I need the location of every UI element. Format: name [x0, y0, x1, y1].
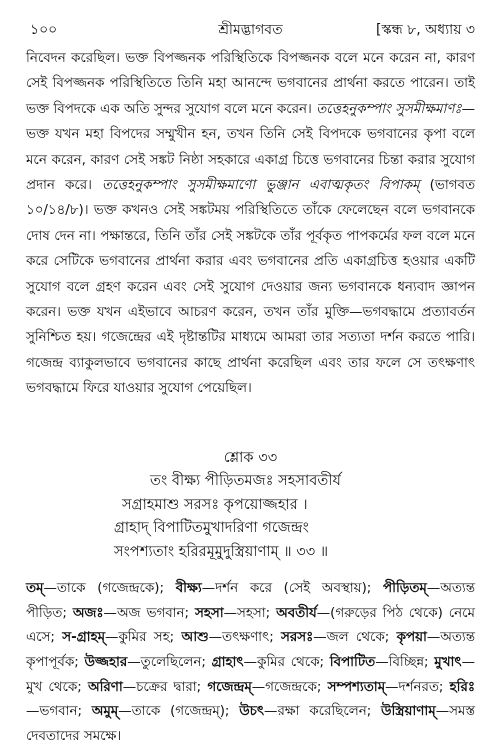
verse-line: তং বীক্ষ্য পীড়িতমজঃ সহসাবতীর্য	[150, 472, 341, 490]
synonym-word: অজঃ	[72, 605, 104, 621]
purport-text: (ভাগবত ১০/১৪/৮)। ভক্ত কখনও সেই সঙ্কটময় পরিস্থিতিতে তাঁকে ফেলেছেন বলে ভগবানকে দোষ দেন না। পক্ষান্তরে, তিনি তাঁর সেই সঙ্কটকে তাঁর পূর্বকৃত পাপকর্মের ফল বলে মনে করে সেটিকে ভগবানের প্রার্থনা করার এবং ভগবানের প্রতি একাগ্রচিত্ত হওয়ার একটি সুযোগ বলে গ্রহণ করেন এবং সেই সুযোগ দেওয়ার জন্য ভগবানকে ধন্যবাদ জ্ঞাপন করেন। ভক্ত যখন এইভাবে আচরণ করেন, তখন তাঁর মুক্তি—ভগবদ্ধামে প্রত্যাবর্তন সুনিশ্চিত হয়। গজেন্দ্রের এই দৃষ্টান্তটির মাধ্যমে আমরা তার সত্যতা দর্শন করতে পারি। গজেন্দ্র ব্যাকুলভাবে ভগবানের কাছে প্রার্থনা করেছিল এবং তার ফলে সে তৎক্ষণাৎ ভগবদ্ধামে ফিরে যাওয়ার সুযোগ পেয়েছিল।	[26, 178, 475, 397]
synonym-meaning: —সহসা;	[223, 605, 277, 621]
synonym-meaning: —কুমির সহ;	[105, 630, 182, 646]
synonym-word: হরিঃ	[449, 679, 475, 695]
synonym-word: তম্	[26, 581, 44, 597]
synonym-meaning: —তাকে (গজেন্দ্রম্);	[118, 704, 240, 720]
synonym-meaning: —(গরুড়ের পিঠ থেকে) নেমে এসে;	[26, 605, 475, 646]
synonym-word: সরসঃ	[281, 630, 314, 646]
synonym-word: স-গ্রাহম্	[62, 630, 106, 646]
synonym-word: কৃপয়া	[396, 630, 427, 646]
synonym-meaning: —গজেন্দ্রকে;	[251, 679, 328, 695]
section-reference: [স্কন্ধ ৮, অধ্যায় ৩	[376, 22, 475, 38]
synonym-word: সম্পশ্যতাম্	[327, 679, 386, 695]
synonym-word: আশু	[181, 630, 209, 646]
synonym-word: অমুম্	[91, 704, 119, 720]
synonym-word: উস্ত্রিয়াণাম্	[381, 704, 436, 720]
synonym-meaning: —চক্রের দ্বারা;	[122, 679, 208, 695]
synonym-meaning: —দর্শন করে (সেই অবস্থায়);	[201, 581, 384, 597]
synonym-meaning: —দর্শনরত;	[385, 679, 450, 695]
verse-line: গ্রাহাদ্ বিপাটিতমুখাদরিণা গজেন্দ্রং	[114, 519, 309, 537]
purport-paragraph	[26, 46, 475, 402]
synonym-meaning: —অজ ভগবান;	[103, 605, 196, 621]
synonym-word: সহসা	[195, 605, 224, 621]
synonym-word: বীক্ষ্য	[175, 581, 202, 597]
synonym-meaning: —রক্ষা করেছিলেন;	[264, 704, 382, 720]
synonyms-paragraph	[26, 577, 475, 749]
page-number: ১০০	[30, 22, 58, 38]
verse-line: সগ্রাহমাশু সরসঃ কৃপয়োজ্জহার ।	[122, 495, 308, 513]
synonym-meaning: —অত্যন্ত কৃপাপূর্বক;	[26, 630, 475, 670]
synonym-word: উজ্জহার	[84, 654, 128, 670]
synonym-meaning: —ভগবান;	[26, 704, 92, 720]
synonym-meaning: —তৎক্ষণাৎ;	[208, 630, 282, 646]
purport-quote: তত্তেহনুকম্পাং সুসমীক্ষমাণঃ	[316, 101, 462, 117]
purport-text: —ভক্ত যখন মহা বিপদের সম্মুখীন হন, তখন তিনি সেই বিপদকে ভগবানের কৃপা বলে মনে করেন, কারণ সেই সঙ্কট নিষ্ঠা সহকারে একাগ্র চিত্তে ভগবানের চিন্তা করার সুযোগ প্রদান করে।	[26, 101, 475, 194]
synonym-meaning: —কুমির থেকে;	[243, 654, 330, 670]
purport-quote: তত্তেহনুকম্পাং সুসমীক্ষমাণো ভুঞ্জান এবাত্মকৃতং বিপাকম্	[102, 178, 420, 194]
purport-text: নিবেদন করেছিল। ভক্ত বিপজ্জনক পরিস্থিতিকে বিপজ্জনক বলে মনে করেন না, কারণ সেই বিপজ্জনক পরিস্থিতিতে তিনি মহা আনন্দে ভগবানের প্রার্থনা করতে পারেন। তাই ভক্ত বিপদকে এক অতি সুন্দর সুযোগ বলে মনে করেন।	[26, 51, 475, 117]
synonym-meaning: —বিচ্ছিন্ন;	[375, 654, 435, 670]
synonym-meaning: —অত্যন্ত পীড়িত;	[26, 581, 475, 621]
synonym-word: অবতীর্য	[276, 605, 317, 621]
synonym-meaning: —জল থেকে;	[313, 630, 397, 646]
synonym-meaning: —তাকে (গজেন্দ্রকে);	[43, 581, 176, 597]
synonym-word: পীড়িতম্	[383, 581, 427, 597]
verse-heading: শ্লোক ৩৩	[223, 448, 278, 466]
verse-block	[26, 446, 475, 564]
synonym-word: উচৎ	[239, 704, 265, 720]
synonym-meaning: —তুলেছিলেন;	[127, 654, 212, 670]
synonym-word: মুখাৎ	[434, 654, 462, 670]
synonym-word: বিপাটিত	[329, 654, 376, 670]
synonym-meaning: —মুখ থেকে;	[26, 654, 475, 695]
synonym-word: অরিণা	[88, 679, 123, 695]
synonym-meaning: —সমস্ত দেবতাদের সমক্ষে।	[26, 704, 475, 744]
synonym-word: গ্রাহাৎ	[211, 654, 244, 670]
running-title: শ্রীমদ্ভাগবত	[218, 22, 283, 38]
verse-line: সংপশ্যতাং হরিরমূমুদুস্ত্রিয়াণাম্ ॥ ৩৩ ॥	[114, 542, 329, 560]
synonym-word: গজেন্দ্রম্	[207, 679, 252, 695]
page-header	[26, 14, 475, 36]
